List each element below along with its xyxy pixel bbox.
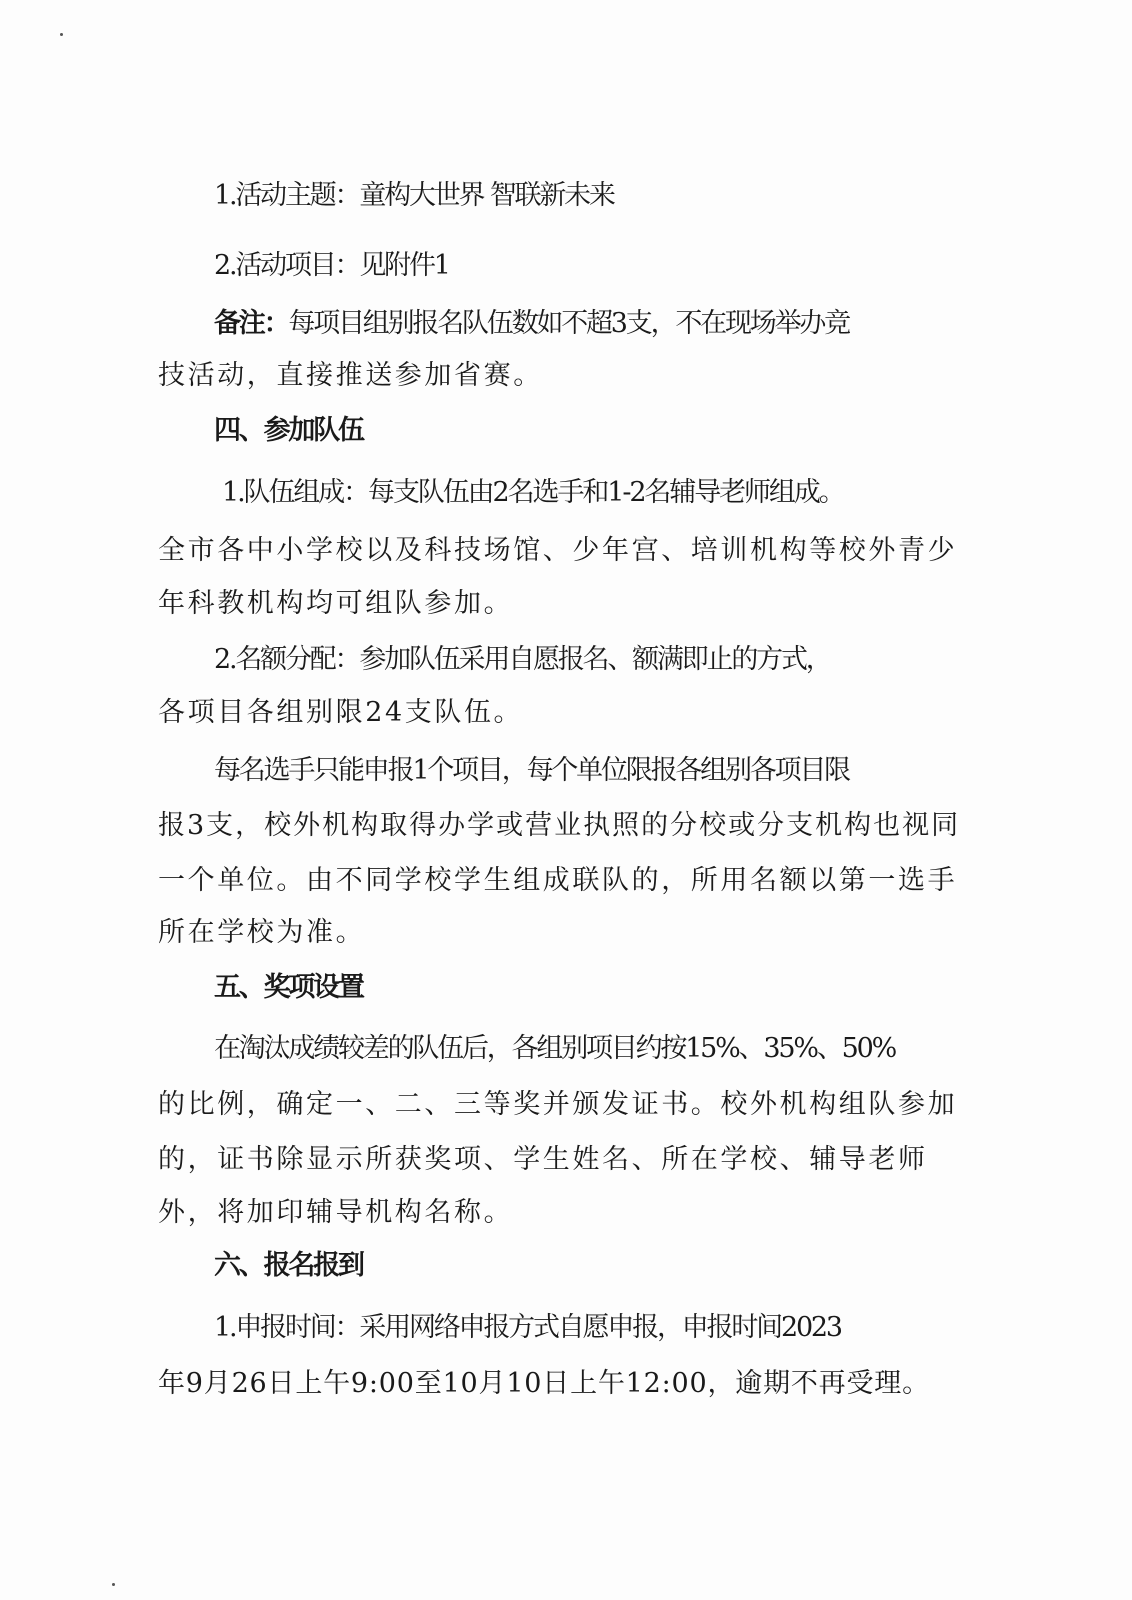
- teams-rule-cont: 报3支，校外机构取得办学或营业执照的分校或分支机构也视同: [158, 810, 961, 841]
- scan-speck: [112, 1583, 115, 1586]
- section-heading-teams: 四、参加队伍: [214, 415, 363, 446]
- teams-composition-cont: 全市各中小学校以及科技场馆、少年宫、培训机构等校外青少: [158, 535, 958, 566]
- teams-composition: 1.队伍组成：每支队伍由2名选手和1-2名辅导老师组成。: [222, 477, 844, 508]
- teams-quota-cont: 各项目各组别限24支队伍。: [158, 697, 524, 728]
- registration-time: 1.申报时间：采用网络申报方式自愿申报，申报时间2023: [214, 1312, 841, 1343]
- awards-text: 在淘汰成绩较差的队伍后，各组别项目约按15%、35%、50%: [214, 1033, 896, 1064]
- awards-text-cont: 外，将加印辅导机构名称。: [158, 1197, 514, 1228]
- teams-composition-cont: 年科教机构均可组队参加。: [158, 588, 514, 619]
- section-heading-registration: 六、报名报到: [214, 1250, 363, 1281]
- activity-note-cont: 技活动，直接推送参加省赛。: [158, 360, 543, 391]
- teams-rule-cont: 所在学校为准。: [158, 917, 366, 948]
- activity-note: [214, 306, 1014, 342]
- awards-text-cont: 的，证书除显示所获奖项、学生姓名、所在学校、辅导老师: [158, 1144, 928, 1175]
- section-heading-awards: 五、奖项设置: [214, 972, 363, 1003]
- registration-time-cont: 年9月26日上午9:00至10月10日上午12:00，逾期不再受理。: [158, 1368, 930, 1399]
- teams-rule: 每名选手只能申报1个项目，每个单位限报各组别各项目限: [214, 755, 849, 786]
- teams-quota: 2.名额分配：参加队伍采用自愿报名、额满即止的方式，: [214, 644, 831, 675]
- awards-text-cont: 的比例，确定一、二、三等奖并颁发证书。校外机构组队参加: [158, 1089, 958, 1120]
- activity-projects: 2.活动项目：见附件1: [214, 250, 449, 281]
- teams-rule-cont: 一个单位。由不同学校学生组成联队的，所用名额以第一选手: [158, 865, 958, 896]
- activity-theme: 1.活动主题：童构大世界 智联新未来: [214, 180, 614, 211]
- scan-speck: [60, 33, 63, 36]
- note-text: 每项目组别报名队伍数如不超3支，不在现场举办竞: [288, 308, 849, 339]
- note-label: 备注：: [214, 308, 289, 339]
